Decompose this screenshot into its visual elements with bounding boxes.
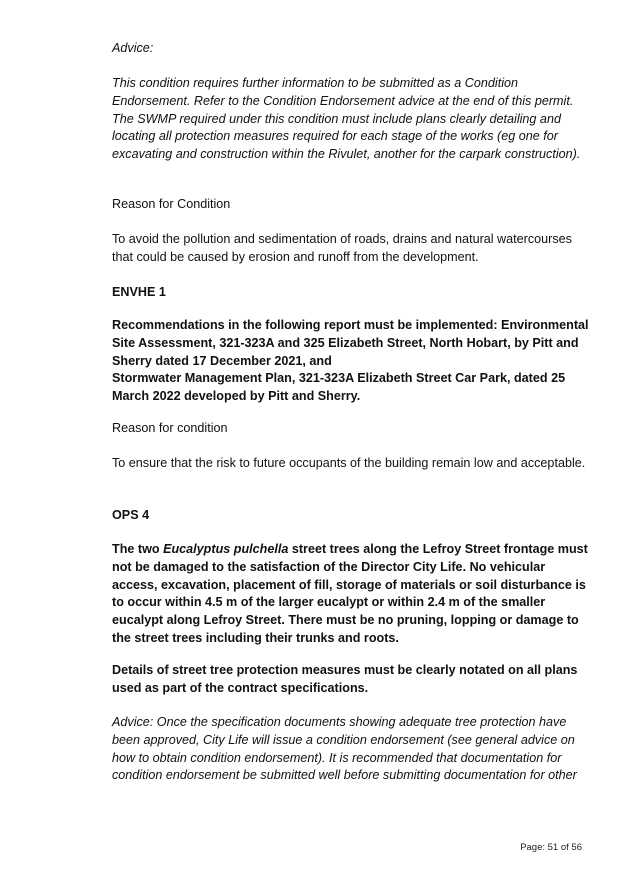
ops-paragraph <box>112 541 590 648</box>
envhe-paragraph <box>112 317 590 406</box>
ops-species: Eucalyptus pulchella <box>163 542 289 556</box>
reason-paragraph-2: To ensure that the risk to future occupants of the building remain low and acceptable. <box>112 456 586 470</box>
advice-paragraph: This condition requires further information to be submitted as a Condition Endorsement. Refer to the Condition Endorsement advice at the end of this permit. The SWMP required under this condition must include plans clearly detailing and locating all protection measures required for each stage of the works (eg one for excavating and construction within the Rivulet, another for the carpark construction). <box>112 76 581 162</box>
envhe-line-1: Recommendations in the following report must be implemented: Environmental Site Assessment, 321-323A and 325 Elizabeth Street, North Hobart, by Pitt and Sherry dated 17 December 2021, and <box>112 318 589 368</box>
envhe-heading: ENVHE 1 <box>112 285 166 299</box>
reason-paragraph: To avoid the pollution and sedimentation of roads, drains and natural watercourses that could be caused by erosion and runoff from the development. <box>112 232 572 264</box>
ops-lead: The two <box>112 542 164 556</box>
page-number: Page: 51 of 56 <box>520 842 582 853</box>
advice-heading: Advice: <box>112 41 154 55</box>
ops-heading: OPS 4 <box>112 508 150 522</box>
ops-rest: street trees along the Lefroy Street frontage must not be damaged to the satisfaction of the Director City Life. No vehicular access, excavation, placement of fill, storage of materials or soil disturbance is to occur within 4.5 m of the larger eucalypt or within 2.4 m of the smaller eucalypt along Lefroy Street. There must be no pruning, lopping or damage to the street trees including their trunks and roots. <box>112 542 588 645</box>
ops-details-paragraph: Details of street tree protection measures must be clearly notated on all plans used as part of the contract specifications. <box>112 663 578 695</box>
advice-paragraph-2: Advice: Once the specification documents showing adequate tree protection have been approved, City Life will issue a condition endorsement (see general advice on how to obtain condition endorsement). It is recommended that documentation for condition endorsement be submitted well before submitting documentation for other <box>112 715 577 783</box>
envhe-line-2: Stormwater Management Plan, 321-323A Elizabeth Street Car Park, dated 25 March 2022 developed by Pitt and Sherry. <box>112 371 566 404</box>
reason-heading-2: Reason for condition <box>112 421 228 435</box>
reason-heading: Reason for Condition <box>112 197 231 211</box>
